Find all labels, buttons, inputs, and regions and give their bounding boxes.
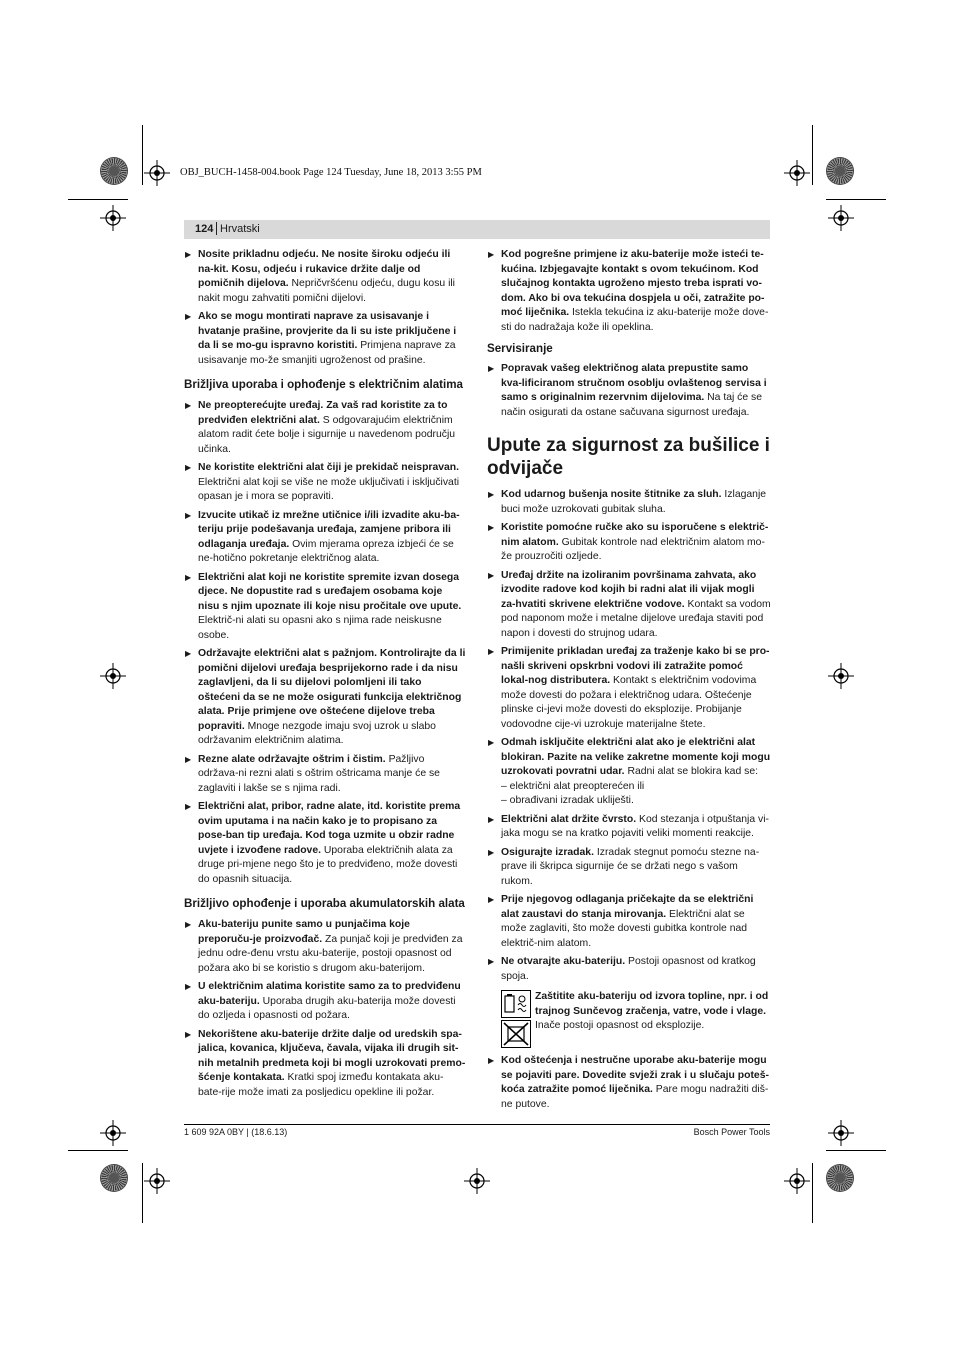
- warning-box: [487, 990, 771, 1048]
- color-dial-icon: [827, 1165, 853, 1191]
- registration-mark-icon: [828, 1120, 854, 1146]
- list-item: [184, 918, 466, 976]
- item-text: S odgovarajućim električnim alatom radit ćete bolje i sigurnije u navedenom području učinka.: [198, 414, 456, 455]
- crop-mark: [68, 1150, 128, 1151]
- list-item: [487, 569, 771, 642]
- list-item: [184, 310, 466, 368]
- registration-mark-icon: [828, 205, 854, 231]
- item-bold-text: U električnim alatima koristite samo za to predviđenu aku-bateriju.: [198, 981, 461, 1007]
- item-text: Postoji opasnost od kratkog spoja.: [501, 956, 756, 982]
- crop-mark: [142, 1163, 143, 1223]
- list-item: [487, 893, 771, 951]
- registration-mark-icon: [784, 1168, 810, 1194]
- bullet-arrow-icon: ▶: [185, 463, 192, 472]
- left-column: [184, 248, 466, 1104]
- list-item: [184, 571, 466, 644]
- registration-mark-icon: [464, 1168, 490, 1194]
- registration-mark-icon: [100, 205, 126, 231]
- list-item: [184, 461, 466, 505]
- item-text: Kontakt s električnim vodovima može dovesti do požara i električnog udara. Oštećenje plinske ci-jevi može dovesti do eksplozije. Probijanje vodovodne cije-vi uzrokuje materijalne štete.: [501, 675, 757, 730]
- bullet-arrow-icon: ▶: [185, 754, 192, 764]
- item-text: Radni alat se blokira kad se:: [624, 766, 758, 777]
- list-item: [487, 521, 771, 565]
- bullet-arrow-icon: ▶: [488, 523, 495, 532]
- item-text: Električni alat koji se više ne može uključivati i isključivati opasan je i mora se popraviti.: [198, 476, 460, 502]
- main-heading: Upute za sigurnost za bušilice i odvijače: [487, 435, 770, 479]
- section-heading: Brižljivo ophođenje i uporaba akumulatorskih alata: [184, 897, 465, 910]
- registration-mark-icon: [828, 663, 854, 689]
- item-text: Uporaba drugih aku-baterija može dovesti do ozljeda i opasnosti od požara.: [198, 995, 456, 1021]
- item-bold-text: Kod pogrešne primjene iz aku-baterije može isteći te-kućina. Izbjegavajte kontakt s ovom tekućinom. Kod slučajnog kontakta ugroženo mjesto treba isprati vo-dom. Ako bi ova tekućina dospjela u oči, zatražite po-moć liječnika.: [501, 249, 765, 318]
- list-item: [487, 1054, 771, 1112]
- bullet-arrow-icon: ▶: [488, 814, 495, 824]
- item-text: Izradak stegnut pomoću stezne na-prave ili škripca sigurnije će se držati nego s vašom rukom.: [501, 846, 760, 887]
- color-dial-icon: [101, 158, 127, 184]
- bullet-arrow-icon: ▶: [185, 510, 192, 520]
- print-info-line: OBJ_BUCH-1458-004.book Page 124 Tuesday, June 18, 2013 3:55 PM: [180, 167, 482, 178]
- item-bold-text: Osigurajte izradak.: [501, 846, 594, 858]
- bullet-arrow-icon: ▶: [488, 895, 495, 904]
- bullet-arrow-icon: ▶: [185, 802, 192, 811]
- registration-mark-icon: [100, 1120, 126, 1146]
- item-text: Nepričvršćenu odjeću, dugu kosu ili nakit mogu zahvatiti pomični dijelovi.: [198, 278, 455, 304]
- footer-rule: [184, 1124, 770, 1125]
- section-heading: Servisiranje: [487, 342, 553, 355]
- item-bold-text: Popravak vašeg električnog alata prepustite samo kva-lificiranom stručnom osoblju ovlaštenog servisa i samo s originalnim rezervnim dijelovima.: [501, 363, 767, 403]
- item-bold-text: Prije njegovog odlaganja pričekajte da se električni alat zaustavi do stanja mirovanja.: [501, 894, 754, 920]
- item-bold-text: Ne preopterećujte uređaj. Za vaš rad koristite za to predviđen električni alat.: [198, 400, 448, 426]
- warning-text: Inače postoji opasnost od eksplozije.: [535, 1020, 705, 1031]
- crop-mark: [812, 1163, 813, 1223]
- bullet-arrow-icon: ▶: [488, 847, 495, 857]
- bullet-arrow-icon: ▶: [185, 572, 192, 582]
- list-item: [184, 509, 466, 567]
- list-item: [184, 399, 466, 457]
- crop-mark: [142, 125, 143, 185]
- item-text: Mnoge nezgode imaju svoj uzrok u slabo održavanim električnim alatima.: [198, 720, 436, 746]
- bullet-arrow-icon: ▶: [488, 250, 495, 259]
- item-bold-text: Održavajte električni alat s pažnjom. Kontrolirajte da li pomični dijelovi uređaja besprijekorno rade i da nisu zaglavljeni, da li su dijelovi polomljeni ili tako oštećeni da se ne može osigurati funkcija električnog alata. Prije primjene ove oštećene dijelove treba popraviti.: [198, 648, 466, 732]
- bullet-arrow-icon: ▶: [488, 647, 495, 656]
- bullet-arrow-icon: ▶: [488, 738, 495, 747]
- item-bold-text: Rezne alate održavajte oštrim i čistim.: [198, 753, 386, 765]
- item-text: Kontakt sa vodom pod naponom može i metalne dijelove uređaja staviti pod napon i dovesti do strujnog udara.: [501, 598, 771, 639]
- list-item: [487, 248, 771, 335]
- document-number: 1 609 92A 0BY | (18.6.13): [184, 1127, 288, 1137]
- bullet-arrow-icon: ▶: [185, 1029, 192, 1039]
- item-text: Ovim mjerama opreza izbjeći će se ne-hotično pokretanje električnog alata.: [198, 538, 454, 564]
- item-bold-text: Kod oštećenja i nestručne uporabe aku-baterije mogu se pojaviti pare. Dovedite svježi zrak i u slučaju poteš-koća zatražite pomoć liječnika.: [501, 1055, 769, 1095]
- registration-mark-icon: [100, 663, 126, 689]
- registration-mark-icon: [144, 1168, 170, 1194]
- item-bold-text: Električni alat koji ne koristite spremite izvan dosega djece. Ne dopustite rad s uređajem osobama koje nisu s njim upoznate ili koje nisu pročitale ove upute.: [198, 571, 462, 612]
- bullet-arrow-icon: ▶: [488, 364, 495, 373]
- dash-item: – obrađivani izradak ukliješti.: [501, 795, 634, 806]
- crop-mark: [826, 199, 886, 200]
- page-header-bar: [184, 220, 770, 239]
- bullet-arrow-icon: ▶: [185, 250, 192, 259]
- bullet-arrow-icon: ▶: [185, 920, 192, 929]
- item-text: Kratki spoj između kontakata aku-bate-rije može imati za posljedicu opekline ili požar.: [198, 1072, 444, 1098]
- header-divider: [216, 222, 217, 235]
- item-bold-text: Ne otvarajte aku-bateriju.: [501, 956, 626, 967]
- bullet-arrow-icon: ▶: [488, 1056, 495, 1065]
- bullet-arrow-icon: ▶: [185, 982, 192, 991]
- list-item: [184, 647, 466, 749]
- list-item: [487, 736, 771, 809]
- list-item: [184, 753, 466, 797]
- bullet-arrow-icon: ▶: [185, 649, 192, 658]
- item-bold-text: Koristite pomoćne ručke ako su isporučene s električ-nim alatom.: [501, 522, 769, 548]
- item-text: Kod stezanja i otpuštanja vi-jaka mogu se na kratko pojaviti veliki momenti reakcije.: [501, 813, 769, 839]
- item-text: Električ-ni alati su opasni ako s njima rade neiskusne osobe.: [198, 615, 442, 641]
- bullet-arrow-icon: ▶: [488, 490, 495, 499]
- list-item: [487, 488, 771, 517]
- item-bold-text: Kod udarnog bušenja nosite štitnike za sluh.: [501, 489, 722, 500]
- heat-sun-warning-icon: [501, 990, 531, 1018]
- crop-mark: [826, 1150, 886, 1151]
- item-text: Izlaganje buci može uzrokovati gubitak sluha.: [501, 489, 767, 515]
- color-dial-icon: [827, 158, 853, 184]
- publisher-name: Bosch Power Tools: [693, 1127, 770, 1137]
- section-heading: Brižljiva uporaba i ophođenje s električnim alatima: [184, 378, 463, 391]
- item-text: Za punjač koji je predviđen za jednu odre-đenu vrstu aku-baterije, postoji opasnost od požara ako bi se koristio s drugom aku-baterijom.: [198, 933, 463, 974]
- registration-mark-icon: [784, 160, 810, 186]
- right-column: [487, 248, 771, 1116]
- list-item: [184, 980, 466, 1024]
- item-text: Pažljivo održava-ni rezni alati s oštrim oštricama manje će se zaglaviti i lakše se s njima radi.: [198, 753, 440, 794]
- bullet-arrow-icon: ▶: [488, 957, 495, 966]
- item-bold-text: Izvucite utikač iz mrežne utičnice i/ili izvadite aku-ba-teriju prije podešavanja uređaja, zamjene pribora ili odlaganja uređaja.: [198, 509, 460, 550]
- crop-mark: [68, 199, 128, 200]
- battery-prohibited-icon: [501, 1020, 531, 1048]
- page-number: 124: [195, 223, 214, 235]
- color-dial-icon: [101, 1165, 127, 1191]
- bullet-arrow-icon: ▶: [185, 401, 192, 410]
- bullet-arrow-icon: ▶: [185, 312, 192, 321]
- item-bold-text: Aku-bateriju punite samo u punjačima koje preporuču-je proizvođač.: [198, 919, 410, 945]
- item-bold-text: Električni alat držite čvrsto.: [501, 813, 637, 825]
- item-bold-text: Ne koristite električni alat čiji je prekidač neispravan.: [198, 462, 460, 473]
- language-label: Hrvatski: [220, 223, 260, 235]
- item-bold-text: Nosite prikladnu odjeću. Ne nosite široku odjeću ili na-kit. Kosu, odjeću i rukavice držite dalje od pomičnih dijelova.: [198, 249, 451, 289]
- item-bold-text: Uređaj držite na izoliranim površinama zahvata, ako izvodite radove kod kojih bi radni alat ili vijak mogli za-hvatiti skrivene električne vodove.: [501, 569, 757, 610]
- item-bold-text: Odmah isključite električni alat ako je električni alat blokiran. Pazite na velike zakretne momente koji mogu uzrokovati povratni udar.: [501, 737, 771, 777]
- item-text: Na taj će se način osigurati da ostane sačuvana sigurnost uređaja.: [501, 392, 763, 418]
- list-item: [184, 1028, 466, 1101]
- item-bold-text: Ako se mogu montirati naprave za usisavanje i hvatanje prašine, provjerite da li su iste priključene i da li se mo-gu ispravno koristiti.: [198, 311, 457, 351]
- list-item: [184, 248, 466, 306]
- item-text: Istekla tekućina iz aku-baterije može dove-sti do nadražaja kože ili opeklina.: [501, 307, 769, 333]
- list-item: [184, 800, 466, 887]
- item-text: Električni alat se može zaglaviti, što može dovesti gubitka kontrole nad električ-nim alatom.: [501, 908, 748, 949]
- list-item: [487, 846, 771, 890]
- list-item: [487, 955, 771, 984]
- warning-bold-text: Zaštitite aku-bateriju od izvora topline, npr. i od trajnog Sunčevog zračenja, vatre, vode i vlage.: [535, 991, 769, 1017]
- item-bold-text: Nekorištene aku-baterije držite dalje od uredskih spa-jalica, kovanica, ključeva, čavala, vijaka ili drugih sit-nih metalnih predmeta koji bi mogli uzrokovati premo-šćenje kontakata.: [198, 1028, 466, 1083]
- list-item: [487, 362, 771, 420]
- list-item: [487, 645, 771, 732]
- item-text: Gubitak kontrole nad električnim alatom mo-že prouzročiti ozljede.: [501, 536, 765, 562]
- bullet-arrow-icon: ▶: [488, 570, 495, 580]
- item-text: Primjena naprave za usisavanje mo-že smanjiti ugroženost od prašine.: [198, 340, 456, 366]
- item-text: Pare mogu nadražiti diš-ne putove.: [501, 1084, 769, 1110]
- item-text: Uporaba električnih alata za druge pri-mjene nego što je to predviđeno, može dovesti do opasnih situacija.: [198, 844, 458, 885]
- item-bold-text: Primijenite prikladan uređaj za traženje kako bi se pro-našli skriveni opskrbni vodovi ili zatražite pomoć lokal-nog distributera.: [501, 646, 770, 686]
- item-bold-text: Električni alat, pribor, radne alate, itd. koristite prema ovim uputama i na način kako je to propisano za pose-ban tip uređaja. Kod toga uzmite u obzir radne uvjete i izvođene radove.: [198, 801, 461, 856]
- list-item: [487, 813, 771, 842]
- registration-mark-icon: [144, 160, 170, 186]
- crop-mark: [812, 125, 813, 185]
- dash-item: – električni alat preopterećen ili: [501, 780, 645, 792]
